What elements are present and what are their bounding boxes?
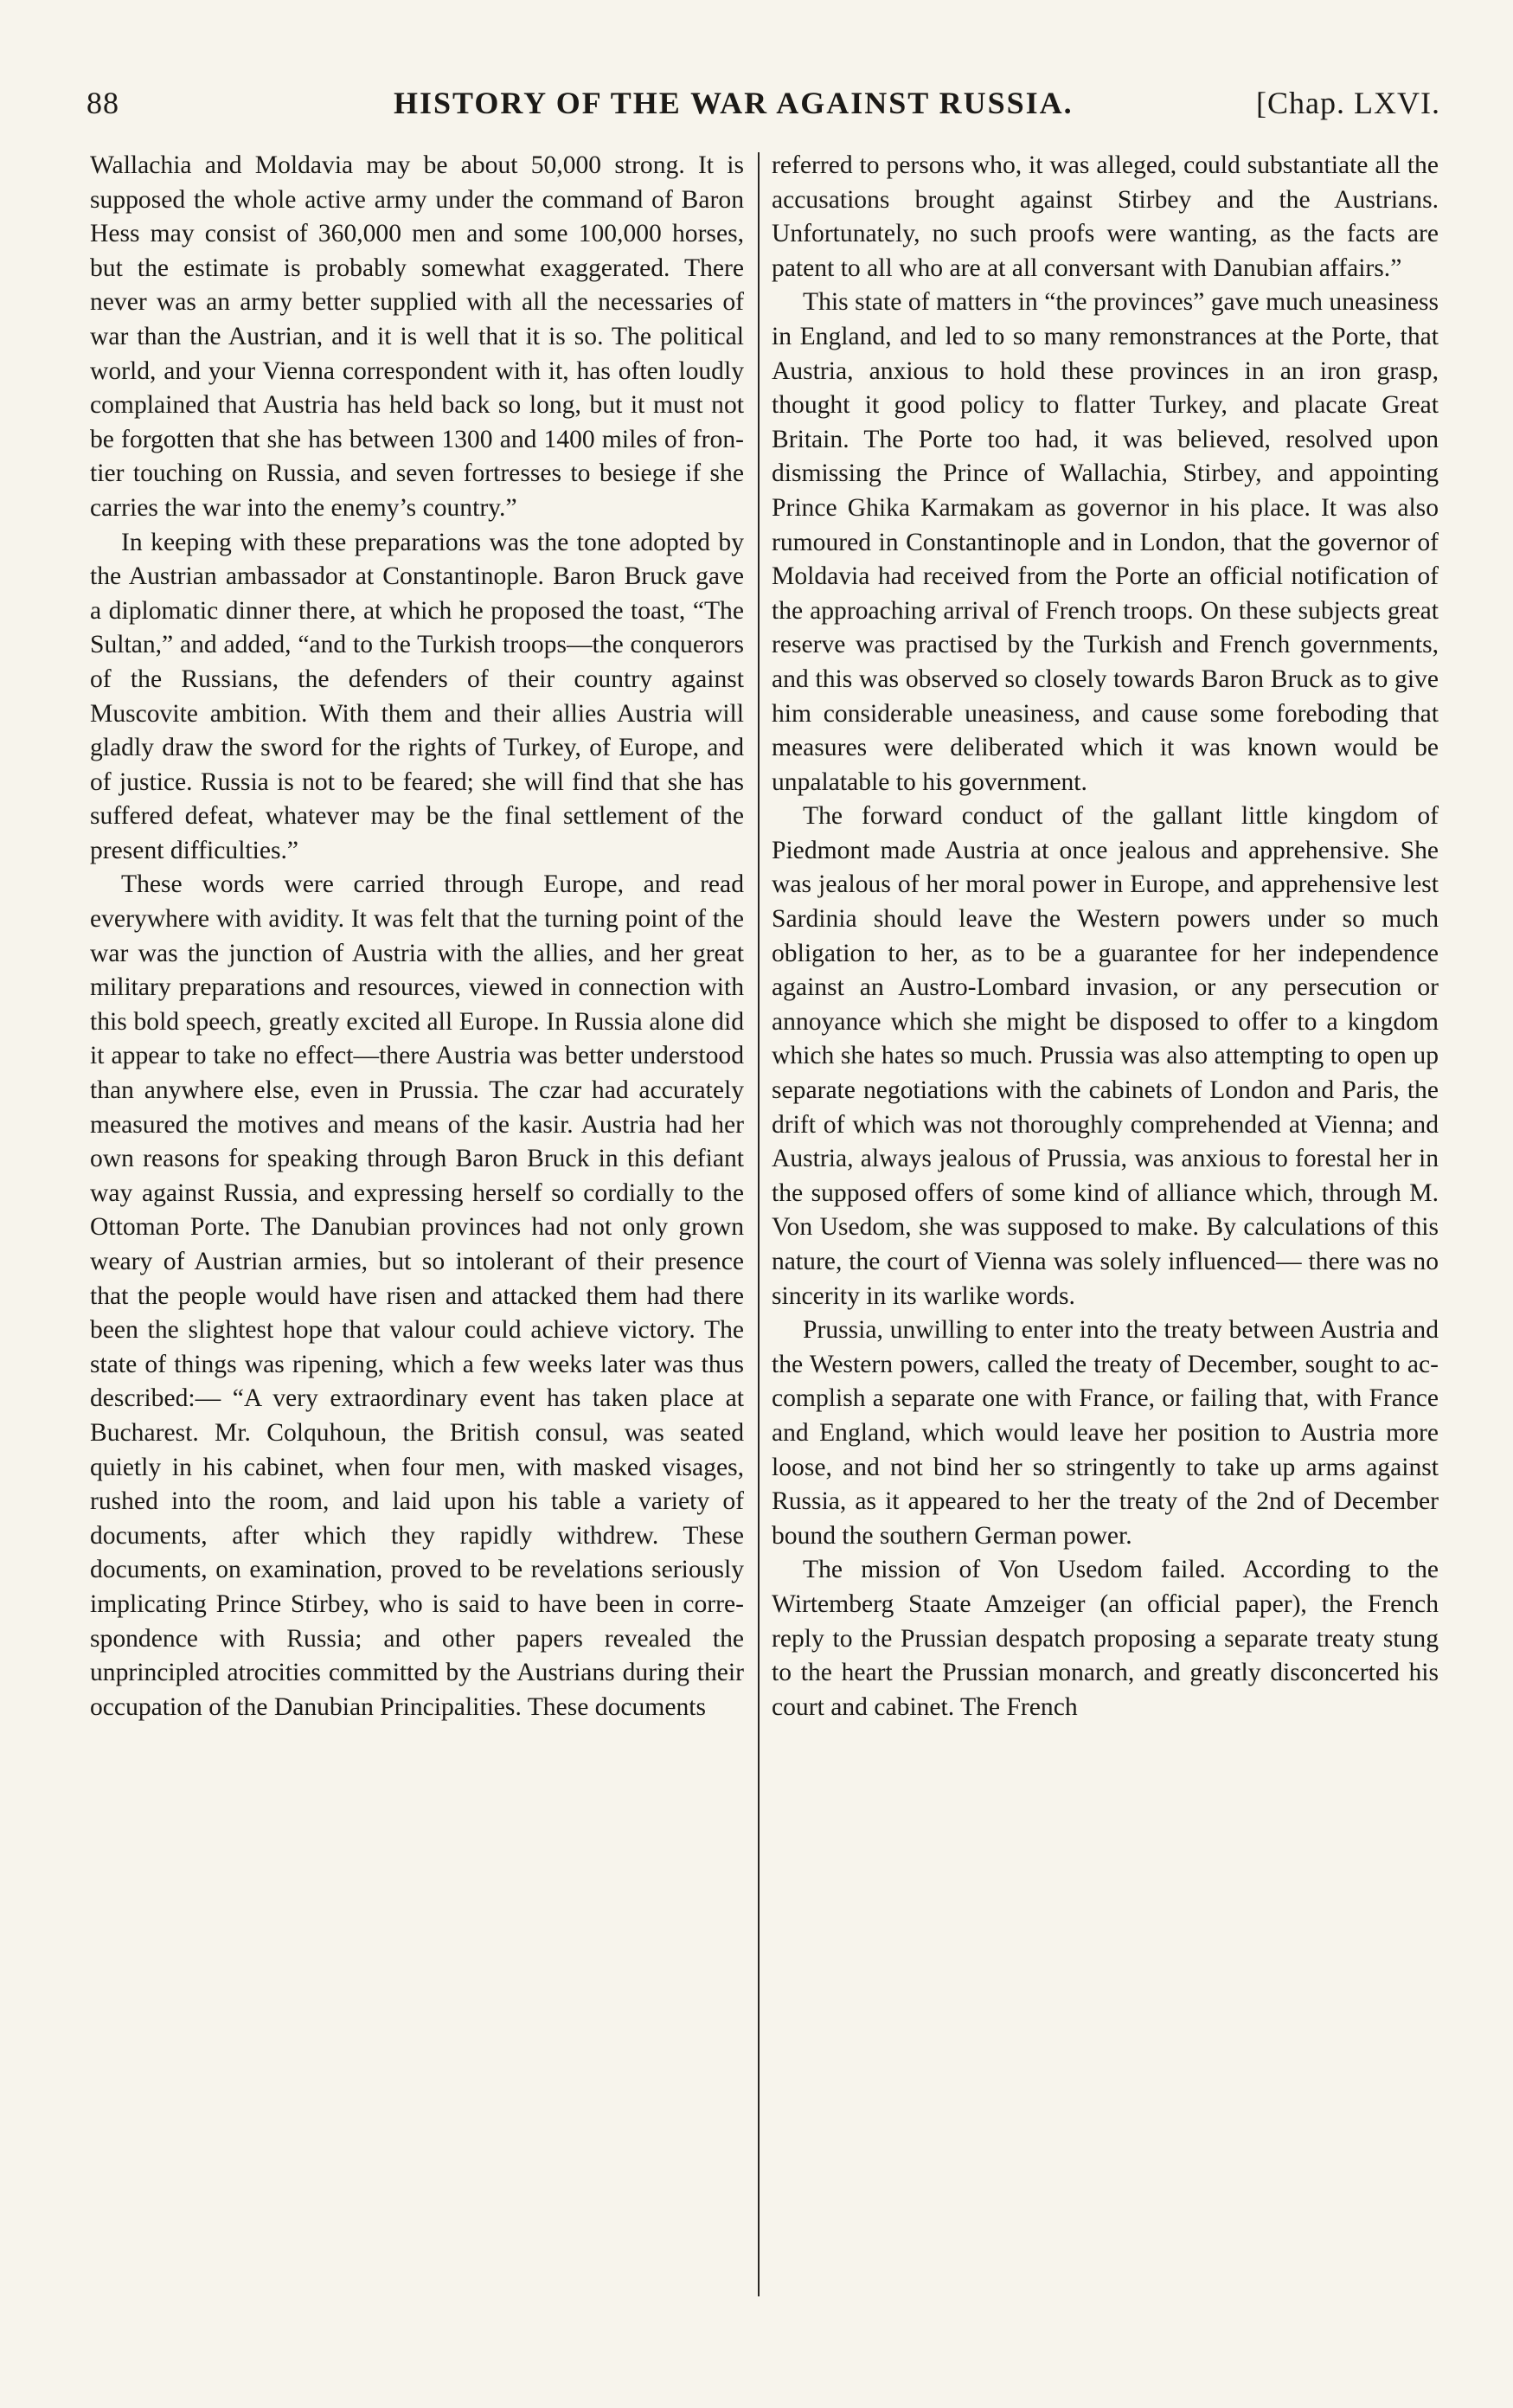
- left-column: [90, 149, 744, 2295]
- page-number: 88: [87, 86, 119, 120]
- paragraph: These words were carried through Europe, and read everywhere with avidity. It was felt that the turning point of the war was the junction of Austria with the allies, and her great military preparations and resources, viewed in connection with this bold speech, greatly excited all Europe. In Russia alone did it appear to take no effect—there Austria was better understood than anywhere else, even in Prussia. The czar had accurately measured the motives and means of the kasir. Austria had her own reasons for speaking through Baron Bruck in this defiant way against Russia, and expressing herself so cordially to the Ottoman Porte. The Danubian provinces had not only grown weary of Austrian armies, but so intolerant of their presence that the people would have risen and attacked them had there been the slightest hope that valour could achieve victory. The state of things was ripening, which a few weeks later was thus described:— “A very extraordinary event has taken place at Bucharest. Mr. Colquhoun, the British consul, was seated quietly in his cabinet, when four men, with masked visages, rushed into the room, and laid upon his table a variety of documents, after which they rapidly withdrew. These documents, on examination, proved to be revelations seriously implicating Prince Stirbey, who is said to have been in correspondence with Russia; and other papers revealed the unprincipled atrocities committed by the Austrians during their occupation of the Danubian Principalities. These documents: [90, 870, 744, 1721]
- paragraph: The mission of Von Usedom failed. According to the Wirtemberg Staate Amzeiger (an official paper), the French reply to the Prussian despatch proposing a separate treaty stung to the heart the Prussian monarch, and greatly disconcerted his court and cabinet. The French: [772, 1556, 1439, 1721]
- running-head: [87, 78, 1440, 130]
- chapter-label: [Chap. LXVI.: [1256, 86, 1440, 120]
- paragraph: In keeping with these preparations was the tone adopted by the Austrian ambassador at Constantinople. Baron Bruck gave a diplomatic dinner there, at which he proposed the toast, “The Sultan,” and added, “and to the Turkish troops—the conquerors of the Russians, the defenders of their country against Muscovite ambition. With them and their allies Austria will gladly draw the sword for the rights of Turkey, of Europe, and of justice. Russia is not to be feared; she will find that she has suffered defeat, whatever may be the final settlement of the present difficulties.”: [90, 528, 744, 864]
- running-title: HISTORY OF THE WAR AGAINST RUSSIA.: [394, 86, 1074, 120]
- column-divider: [758, 152, 760, 2296]
- paragraph: The forward conduct of the gallant little kingdom of Piedmont made Austria at once jealous and apprehensive. She was jealous of her moral power in Europe, and apprehensive lest Sardinia should leave the Western powers under so much obligation to her, as to be a guarantee for her independence against an Austro-Lombard invasion, or any persecution or annoyance which she might be disposed to offer to a kingdom which she hates so much. Prussia was also attempting to open up separate negotiations with the cabinets of London and Paris, the drift of which was not thoroughly comprehended at Vienna; and Austria, always jealous of Prussia, was anxious to forestal her in the supposed offers of some kind of alliance which, through M. Von Usedom, she was supposed to make. By calculations of this nature, the court of Vienna was solely influenced— there was no sincerity in its warlike words.: [772, 802, 1439, 1310]
- paragraph: This state of matters in “the provinces” gave much uneasiness in England, and led to so many remonstrances at the Porte, that Austria, anxious to hold these provinces in an iron grasp, thought it good policy to flatter Turkey, and placate Great Britain. The Porte too had, it was believed, resolved upon dismissing the Prince of Wallachia, Stirbey, and appointing Prince Ghika Karmakam as governor in his place. It was also rumoured in Constantinople and in London, that the governor of Moldavia had received from the Porte an official notification of the approaching arrival of French troops. On these subjects great reserve was practised by the Turkish and French governments, and this was observed so closely towards Baron Bruck as to give him considerable uneasiness, and cause some foreboding that measures were deliberated which it was known would be unpalatable to his government.: [772, 288, 1439, 796]
- paragraph: Wallachia and Moldavia may be about 50,000 strong. It is supposed the whole active army under the command of Baron Hess may consist of 360,000 men and some 100,000 horses, but the estimate is probably somewhat exaggerated. There never was an army better supplied with all the necessaries of war than the Austrian, and it is well that it is so. The political world, and your Vienna correspondent with it, has often loudly complained that Austria has held back so long, but it must not be forgotten that she has between 1300 and 1400 miles of frontier touching on Russia, and seven fortresses to besiege if she carries the war into the enemy’s country.”: [90, 151, 744, 522]
- paragraph: referred to persons who, it was alleged, could substantiate all the accusations brought against Stirbey and the Austrians. Unfortunately, no such proofs were wanting, as the facts are patent to all who are at all conversant with Danubian affairs.”: [772, 151, 1439, 282]
- paragraph: Prussia, unwilling to enter into the treaty between Austria and the Western powers, called the treaty of December, sought to accomplish a separate one with France, or failing that, with France and England, which would leave her position to Austria more loose, and not bind her so stringently to take up arms against Russia, as it appeared to her the treaty of the 2nd of December bound the southern German power.: [772, 1316, 1439, 1550]
- right-column: [772, 149, 1439, 2295]
